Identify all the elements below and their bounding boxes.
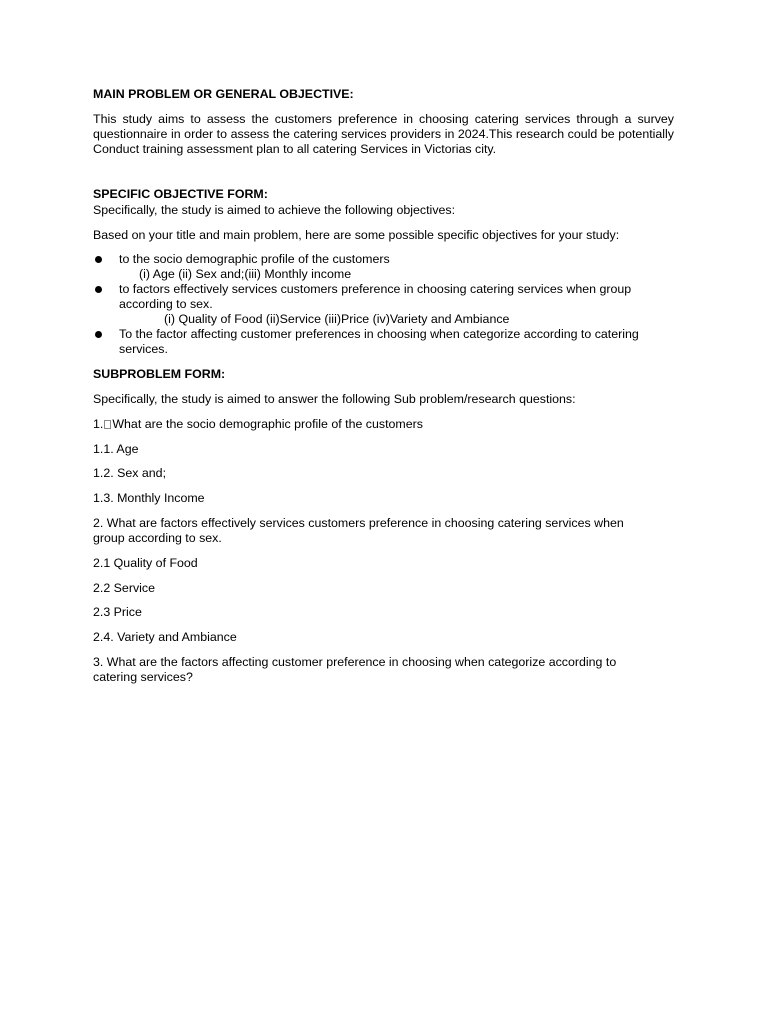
question-1-item: 1.3. Monthly Income: [93, 491, 205, 505]
subproblem-heading: SUBPROBLEM FORM:: [93, 367, 226, 381]
bullet-icon: [95, 286, 102, 293]
objective-2-sub: (i) Quality of Food (ii)Service (iii)Price (iv)Variety and Ambiance: [164, 312, 510, 326]
missing-glyph-icon: [104, 420, 111, 429]
question-2-item: 2.1 Quality of Food: [93, 556, 198, 570]
question-2-item: 2.4. Variety and Ambiance: [93, 630, 237, 644]
specific-objective-lead: Based on your title and main problem, here are some possible specific objectives for your study:: [93, 228, 620, 242]
objective-2: to factors effectively services customers preference in choosing catering services when group according to sex.: [119, 282, 632, 311]
question-2-item: 2.3 Price: [93, 605, 142, 619]
objective-1-sub: (i) Age (ii) Sex and;(iii) Monthly income: [139, 267, 352, 281]
subproblem-intro: Specifically, the study is aimed to answer the following Sub problem/research questions:: [93, 392, 576, 406]
question-1: [93, 417, 423, 432]
question-2-item: 2.2 Service: [93, 581, 155, 595]
objective-3: To the factor affecting customer preferences in choosing when categorize according to catering services.: [119, 327, 639, 356]
main-problem-heading: MAIN PROBLEM OR GENERAL OBJECTIVE:: [93, 87, 354, 101]
question-1-item: 1.1. Age: [93, 442, 139, 456]
specific-objective-heading: SPECIFIC OBJECTIVE FORM:: [93, 187, 268, 201]
question-1-item: 1.2. Sex and;: [93, 466, 167, 480]
question-3: 3. What are the factors affecting customer preference in choosing when categorize according to catering services?: [93, 655, 617, 684]
question-1-text: What are the socio demographic profile of the customers: [112, 417, 423, 431]
question-1-number: 1.: [93, 417, 104, 431]
bullet-icon: [95, 256, 102, 263]
specific-objective-intro: Specifically, the study is aimed to achieve the following objectives:: [93, 203, 456, 217]
bullet-icon: [95, 331, 102, 338]
main-problem-body: This study aims to assess the customers preference in choosing catering services through a survey questionnaire in order to assess the catering services providers in 2024.This research could be potentially Conduct training assessment plan to all catering Services in Victorias city.: [93, 112, 674, 156]
question-2: 2. What are factors effectively services customers preference in choosing catering services when group according to sex.: [93, 516, 624, 545]
objective-1: to the socio demographic profile of the customers: [119, 252, 390, 266]
